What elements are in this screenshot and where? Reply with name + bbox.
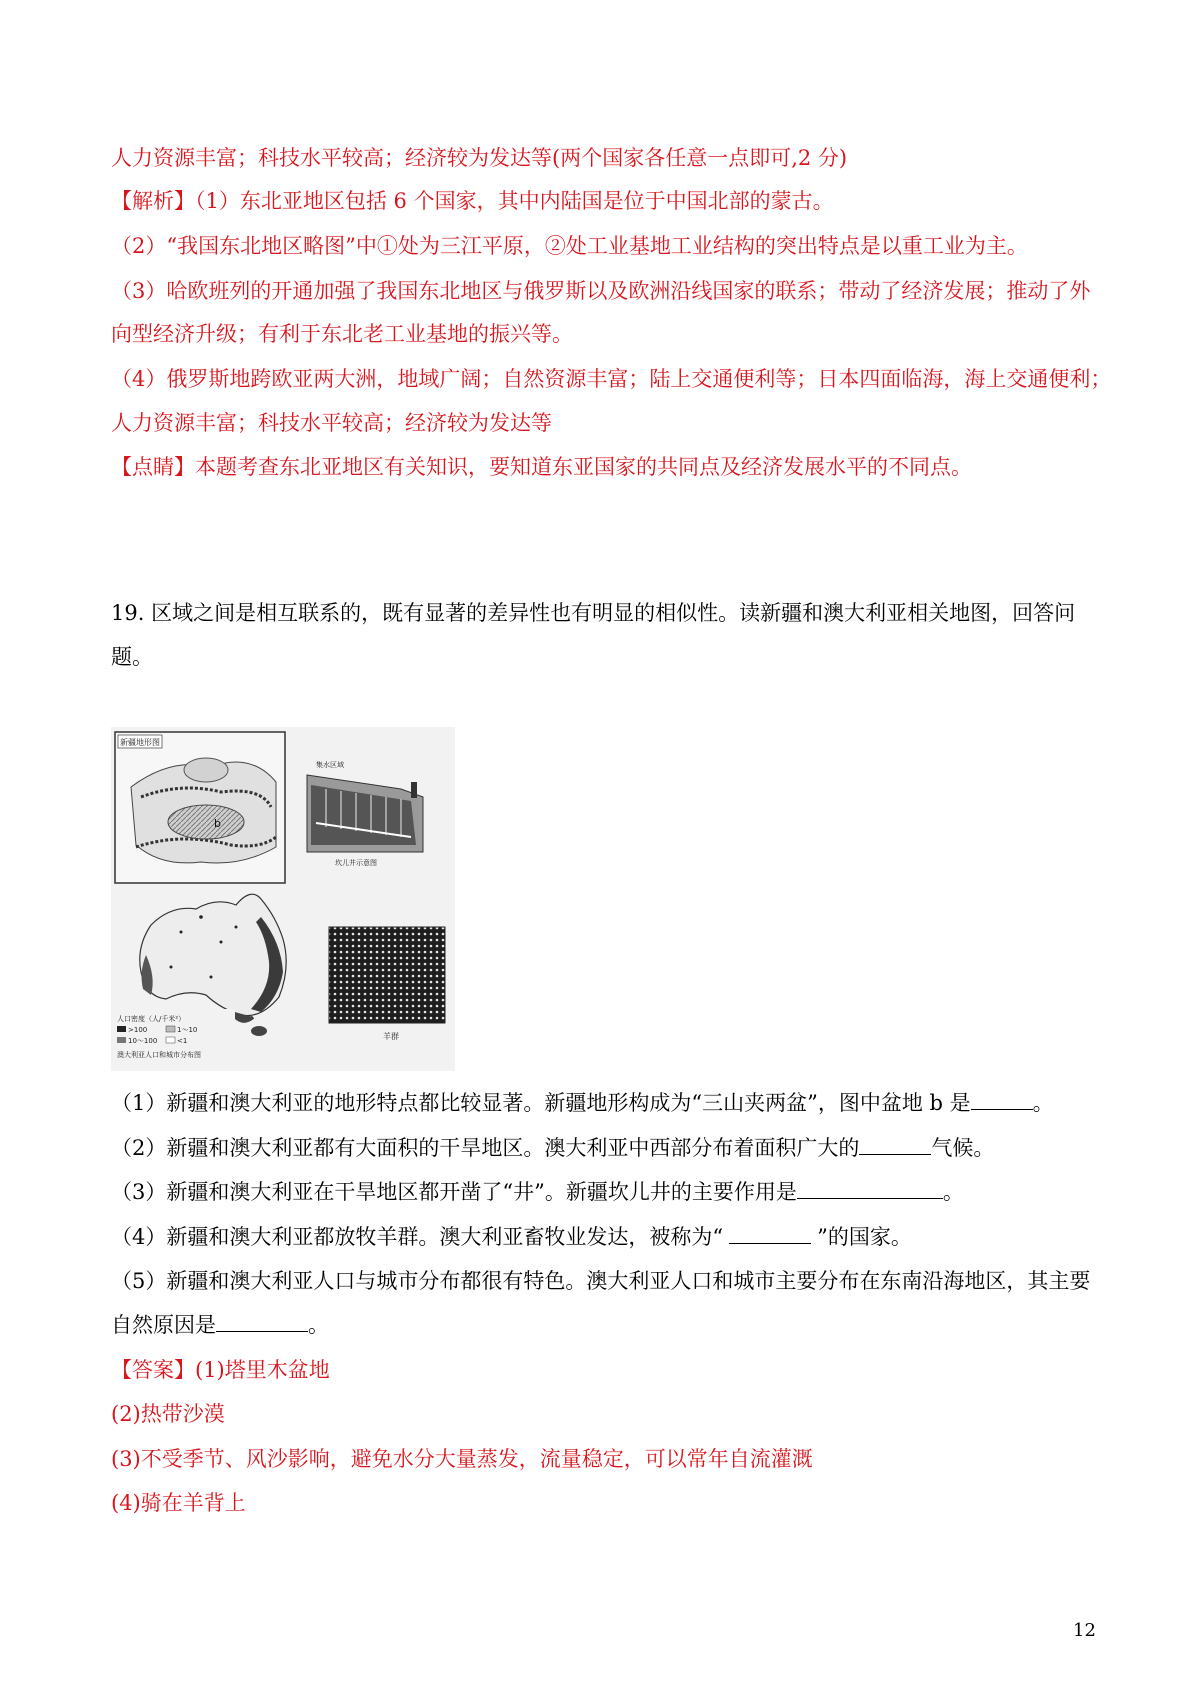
question-figure xyxy=(111,727,455,1071)
legend-item-2: 1～10 xyxy=(177,1026,198,1034)
legend-item-1: >100 xyxy=(128,1026,148,1034)
legend-item-3: 10～100 xyxy=(128,1037,158,1045)
question-stem-b: 题。 xyxy=(111,645,153,669)
sheep-photo xyxy=(329,927,445,1041)
analysis-label: 【解析】 xyxy=(111,189,195,213)
analysis-p4a: （4）俄罗斯地跨欧亚两大洲，地域广阔；自然资源丰富；陆上交通便利等；日本四面临海，海上交通便利； xyxy=(111,367,1112,391)
answer-4: (4)骑在羊背上 xyxy=(111,1491,246,1515)
comment-line: 【点睛】本题考查东北亚地区有关知识，要知道东亚国家的共同点及经济发展水平的不同点。 xyxy=(111,455,972,479)
question-part-1: （1）新疆和澳大利亚的地形特点都比较显著。新疆地形构成为“三山夹两盆”，图中盆地 b 是 。 xyxy=(111,1091,1054,1115)
basin-b-label: b xyxy=(214,817,221,830)
answer-tail-line: 人力资源丰富；科技水平较高；经济较为发达等(两个国家各任意一点即可,2 分) xyxy=(111,146,848,170)
analysis-p4b: 人力资源丰富；科技水平较高；经济较为发达等 xyxy=(111,411,552,435)
karez-diagram xyxy=(307,760,423,867)
answer-blank-4[interactable] xyxy=(729,1225,811,1244)
analysis-p3b: 向型经济升级；有利于东北老工业基地的振兴等。 xyxy=(111,322,573,346)
answer-blank-5[interactable] xyxy=(216,1313,308,1332)
karez-top-label: 集水区域 xyxy=(316,761,344,769)
xinjiang-map xyxy=(115,732,285,883)
answer-1: 【答案】(1)塔里木盆地 xyxy=(111,1358,330,1382)
karez-caption: 坎儿井示意图 xyxy=(335,859,377,867)
page-number: 12 xyxy=(1073,1620,1096,1641)
australia-map xyxy=(115,894,286,1067)
xinjiang-map-title: 新疆地形图 xyxy=(120,738,160,747)
legend-title: 人口密度（人/千米²） xyxy=(117,1015,186,1023)
question-part-3: （3）新疆和澳大利亚在干旱地区都开凿了“井”。新疆坎儿井的主要作用是 。 xyxy=(111,1180,964,1204)
answer-blank-1[interactable] xyxy=(971,1091,1033,1110)
question-part-4: （4）新疆和澳大利亚都放牧羊群。澳大利亚畜牧业发达，被称为“ ”的国家。 xyxy=(111,1225,912,1249)
sheep-caption: 羊群 xyxy=(383,1032,399,1041)
analysis-p3a: （3）哈欧班列的开通加强了我国东北地区与俄罗斯以及欧洲沿线国家的联系；带动了经济发展；推动了外 xyxy=(111,279,1091,303)
answer-2: (2)热带沙漠 xyxy=(111,1402,225,1426)
question-part-5b: 自然原因是 。 xyxy=(111,1313,329,1337)
australia-caption: 澳大利亚人口和城市分布图 xyxy=(117,1051,201,1059)
answer-blank-2[interactable] xyxy=(859,1136,931,1155)
question-stem-a: 19. 区域之间是相互联系的，既有显著的差异性也有明显的相似性。读新疆和澳大利亚相关地图，回答问 xyxy=(111,601,1076,625)
answer-blank-3[interactable] xyxy=(797,1180,943,1199)
question-part-2: （2）新疆和澳大利亚都有大面积的干旱地区。澳大利亚中西部分布着面积广大的 气候。 xyxy=(111,1136,995,1160)
analysis-p2: （2）“我国东北地区略图”中①处为三江平原，②处工业基地工业结构的突出特点是以重工业为主。 xyxy=(111,234,1028,258)
answer-3: (3)不受季节、风沙影响，避免水分大量蒸发，流量稳定，可以常年自流灌溉 xyxy=(111,1447,813,1471)
answer-label: 【答案】 xyxy=(111,1358,195,1382)
question-part-5a: （5）新疆和澳大利亚人口与城市分布都很有特色。澳大利亚人口和城市主要分布在东南沿海地区，其主要 xyxy=(111,1269,1091,1293)
legend-item-4: <1 xyxy=(177,1037,188,1045)
analysis-p1: 【解析】（1）东北亚地区包括 6 个国家，其中内陆国是位于中国北部的蒙古。 xyxy=(111,189,834,213)
